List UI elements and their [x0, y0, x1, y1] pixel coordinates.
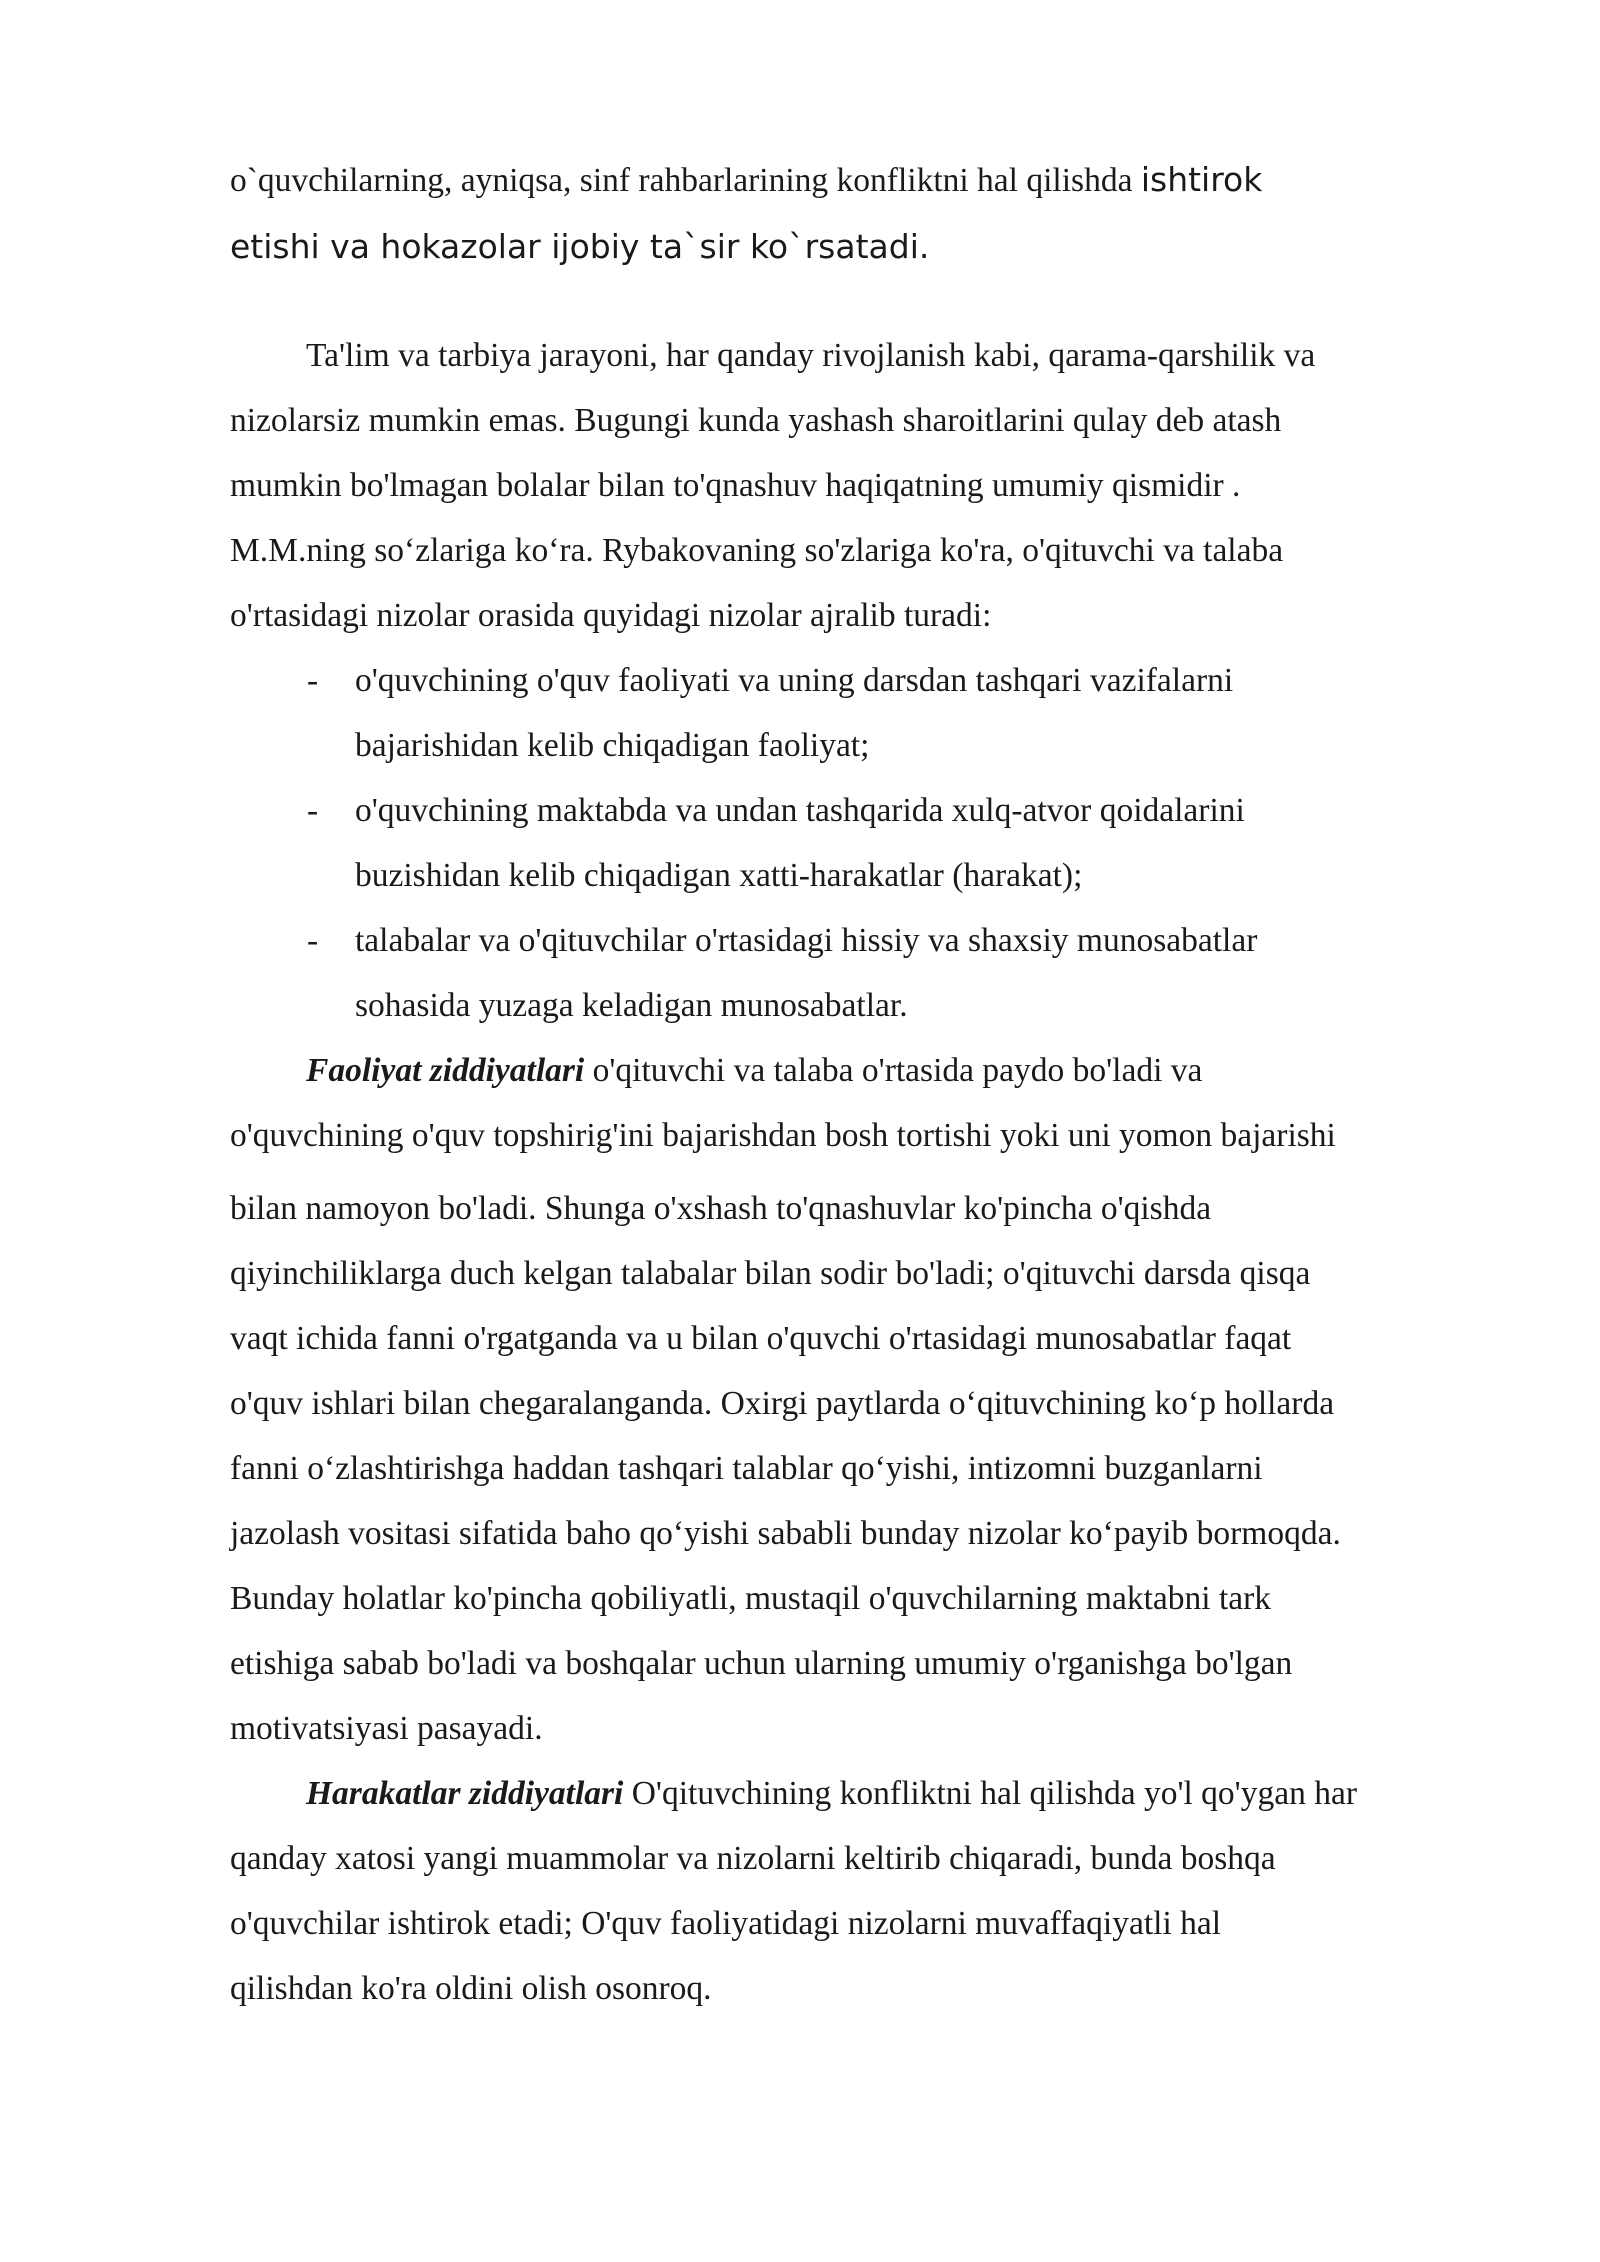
heading-activity-conflicts: Faoliyat ziddiyatlari — [306, 1052, 585, 1089]
paragraph-2-line: Bunday holatlar ko'pincha qobiliyatli, mustaqil o'quvchilarning maktabni tark — [230, 1580, 1272, 1617]
intro-text-serif: o`quvchilarning, ayniqsa, sinf rahbarlarining konfliktni hal qilishda — [230, 162, 1133, 199]
paragraph-3-text: O'qituvchining konfliktni hal qilishda yo'l qo'ygan har — [623, 1775, 1357, 1812]
paragraph-1-line: Ta'lim va tarbiya jarayoni, har qanday rivojlanish kabi, qarama-qarshilik va — [306, 337, 1316, 374]
intro-text-sans: ishtirok — [1140, 160, 1263, 199]
paragraph-2-line: etishiga sabab bo'ladi va boshqalar uchun ularning umumiy o'rganishga bo'lgan — [230, 1645, 1293, 1682]
paragraph-1-line: nizolarsiz mumkin emas. Bugungi kunda yashash sharoitlarini qulay deb atash — [230, 402, 1282, 439]
paragraph-3-line: qilishdan ko'ra oldini olish osonroq. — [230, 1970, 712, 2007]
paragraph-1-line: mumkin bo'lmagan bolalar bilan to'qnashuv haqiqatning umumiy qismidir . — [230, 467, 1241, 504]
paragraph-2-line: bilan namoyon bo'ladi. Shunga o'xshash to'qnashuvlar ko'pincha o'qishda — [230, 1190, 1212, 1227]
conflict-types-list — [230, 648, 1500, 1038]
paragraph-1-line: o'rtasidagi nizolar orasida quyidagi nizolar ajralib turadi: — [230, 597, 992, 634]
paragraph-3-line: qanday xatosi yangi muammolar va nizolarni keltirib chiqaradi, bunda boshqa — [230, 1840, 1276, 1877]
paragraph-2-line: vaqt ichida fanni o'rgatganda va u bilan o'quvchi o'rtasidagi munosabatlar faqat — [230, 1320, 1292, 1357]
paragraph-1 — [230, 323, 1500, 648]
list-item-line: o'quvchining o'quv faoliyati va uning darsdan tashqari vazifalarni — [355, 662, 1234, 699]
paragraph-2-line: o'quv ishlari bilan chegaralanganda. Oxirgi paytlarda o‘qituvchining ko‘p hollarda — [230, 1385, 1335, 1422]
list-item — [307, 908, 1500, 1038]
heading-action-conflicts: Harakatlar ziddiyatlari — [306, 1775, 624, 1812]
list-item — [307, 778, 1500, 908]
document-page — [230, 150, 1500, 2021]
paragraph-2-text: o'qituvchi va talaba o'rtasida paydo bo'ladi va — [584, 1052, 1203, 1089]
list-item-line: o'quvchining maktabda va undan tashqarida xulq-atvor qoidalarini — [355, 792, 1245, 829]
list-item — [307, 648, 1500, 778]
list-dash: - — [307, 792, 319, 829]
paragraph-2-line: qiyinchiliklarga duch kelgan talabalar bilan sodir bo'ladi; o'qituvchi darsda qisqa — [230, 1255, 1311, 1292]
paragraph-2-line: motivatsiyasi pasayadi. — [230, 1710, 543, 1747]
list-item-line: sohasida yuzaga keladigan munosabatlar. — [355, 987, 908, 1024]
intro-line-1 — [230, 150, 1500, 211]
paragraph-2-line: fanni o‘zlashtirishga haddan tashqari talablar qo‘yishi, intizomni buzganlarni — [230, 1450, 1263, 1487]
paragraph-2-line: jazolash vositasi sifatida baho qo‘yishi sababli bunday nizolar ko‘payib bormoqda. — [230, 1515, 1341, 1552]
paragraph-3 — [230, 1761, 1500, 2021]
paragraph-2 — [230, 1038, 1500, 1761]
list-dash: - — [307, 662, 319, 699]
list-dash: - — [307, 922, 319, 959]
list-item-line: talabalar va o'qituvchilar o'rtasidagi hissiy va shaxsiy munosabatlar — [355, 922, 1258, 959]
paragraph-2-line: o'quvchining o'quv topshirig'ini bajarishdan bosh tortishi yoki uni yomon bajarishi — [230, 1117, 1336, 1154]
paragraph-2-line — [230, 1038, 1500, 1103]
list-item-line: buzishidan kelib chiqadigan xatti-harakatlar (harakat); — [355, 857, 1083, 894]
paragraph-1-line: M.M.ning so‘zlariga ko‘ra. Rybakovaning so'zlariga ko'ra, o'qituvchi va talaba — [230, 532, 1284, 569]
paragraph-3-line — [230, 1761, 1500, 1826]
intro-line-2: etishi va hokazolar ijobiy ta`sir ko`rsatadi. — [230, 227, 930, 266]
paragraph-3-line: o'quvchilar ishtirok etadi; O'quv faoliyatidagi nizolarni muvaffaqiyatli hal — [230, 1905, 1222, 1942]
list-item-line: bajarishidan kelib chiqadigan faoliyat; — [355, 727, 870, 764]
